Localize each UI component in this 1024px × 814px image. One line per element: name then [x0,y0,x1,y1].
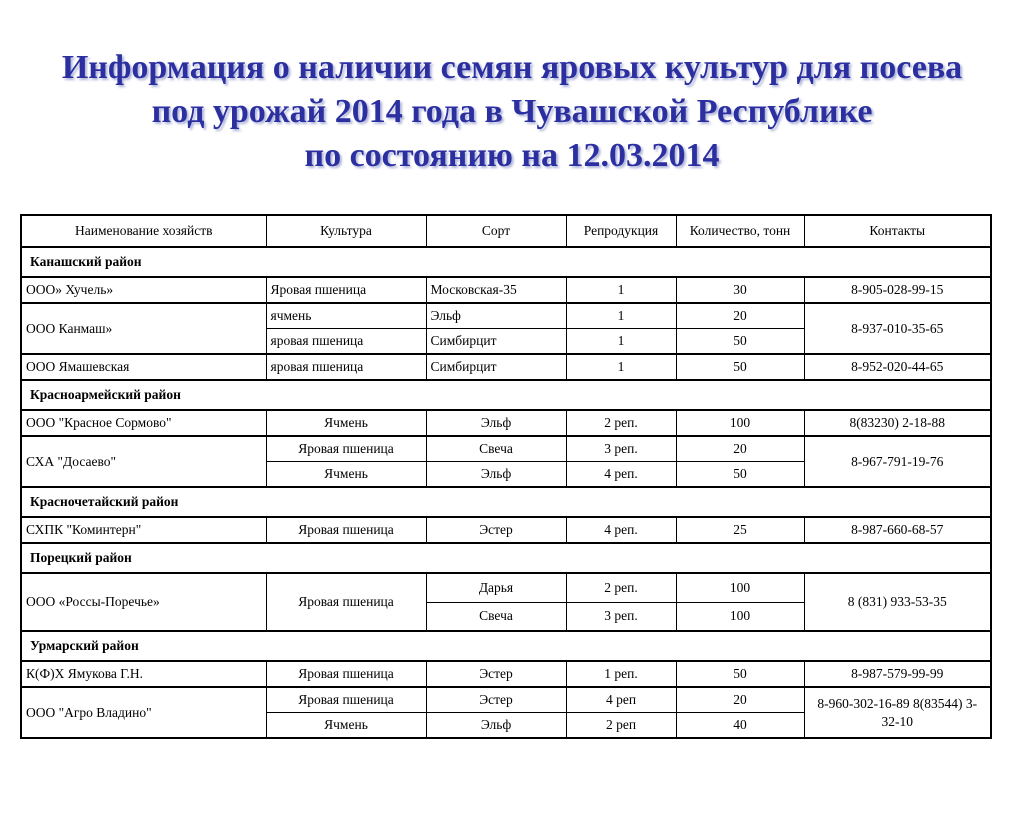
reproduction-cell: 3 реп. [566,602,676,631]
culture-cell: Яровая пшеница [266,517,426,543]
column-header-reproduction: Репродукция [566,215,676,247]
farm-name-cell: ООО Канмаш» [21,303,266,354]
culture-cell: Ячмень [266,462,426,488]
title-line-2: под урожай 2014 года в Чувашской Республике [151,93,873,130]
variety-cell: Эльф [426,303,566,329]
section-row-kanashsky [21,247,991,277]
culture-cell: Ячмень [266,713,426,739]
contact-cell: 8(83230) 2-18-88 [804,410,991,436]
variety-cell: Симбирцит [426,329,566,355]
reproduction-cell: 1 [566,303,676,329]
quantity-cell: 25 [676,517,804,543]
farm-name-cell: ООО «Россы-Поречье» [21,573,266,631]
contact-cell: 8 (831) 933-53-35 [804,573,991,631]
reproduction-cell: 1 [566,329,676,355]
variety-cell: Эстер [426,661,566,687]
slide-title [0,46,1024,178]
table-row [21,661,991,687]
variety-cell: Свеча [426,436,566,462]
reproduction-cell: 2 реп. [566,573,676,602]
reproduction-cell: 1 [566,277,676,303]
quantity-cell: 50 [676,354,804,380]
farm-name-cell: К(Ф)Х Ямукова Г.Н. [21,661,266,687]
table-row [21,517,991,543]
variety-cell: Симбирцит [426,354,566,380]
contact-cell: 8-960-302-16-89 8(83544) 3-32-10 [804,687,991,738]
variety-cell: Свеча [426,602,566,631]
reproduction-cell: 3 реп. [566,436,676,462]
section-name: Урмарский район [21,631,991,661]
reproduction-cell: 4 реп. [566,462,676,488]
culture-cell: Яровая пшеница [266,573,426,631]
section-name: Красноармейский район [21,380,991,410]
column-header-variety: Сорт [426,215,566,247]
reproduction-cell: 1 реп. [566,661,676,687]
seeds-availability-table [20,214,992,739]
reproduction-cell: 2 реп [566,713,676,739]
culture-cell: Яровая пшеница [266,436,426,462]
quantity-cell: 50 [676,462,804,488]
section-name: Канашский район [21,247,991,277]
quantity-cell: 20 [676,687,804,713]
farm-name-cell: ООО "Агро Владино" [21,687,266,738]
quantity-cell: 50 [676,329,804,355]
reproduction-cell: 1 [566,354,676,380]
variety-cell: Эльф [426,410,566,436]
quantity-cell: 100 [676,602,804,631]
table-row [21,303,991,329]
table-row [21,573,991,602]
contact-cell: 8-987-660-68-57 [804,517,991,543]
title-line-1: Информация о наличии семян яровых культур для посева [61,49,963,86]
table-header-row [21,215,991,247]
column-header-quantity: Количество, тонн [676,215,804,247]
section-row-poretsky [21,543,991,573]
section-row-urmarsky [21,631,991,661]
contact-cell: 8-967-791-19-76 [804,436,991,487]
culture-cell: Яровая пшеница [266,661,426,687]
farm-name-cell: СХА "Досаево" [21,436,266,487]
contact-cell: 8-937-010-35-65 [804,303,991,354]
column-header-farm: Наименование хозяйств [21,215,266,247]
table-row [21,354,991,380]
variety-cell: Дарья [426,573,566,602]
table-row [21,687,991,713]
section-name: Порецкий район [21,543,991,573]
culture-cell: ячмень [266,303,426,329]
variety-cell: Эльф [426,713,566,739]
quantity-cell: 20 [676,436,804,462]
quantity-cell: 20 [676,303,804,329]
farm-name-cell: СХПК "Коминтерн" [21,517,266,543]
contact-cell: 8-987-579-99-99 [804,661,991,687]
section-row-krasnochetaysky [21,487,991,517]
column-header-culture: Культура [266,215,426,247]
variety-cell: Московская-35 [426,277,566,303]
contact-cell: 8-905-028-99-15 [804,277,991,303]
farm-name-cell: ООО Ямашевская [21,354,266,380]
farm-name-cell: ООО» Хучель» [21,277,266,303]
section-name: Красночетайский район [21,487,991,517]
reproduction-cell: 4 реп [566,687,676,713]
quantity-cell: 50 [676,661,804,687]
culture-cell: Яровая пшеница [266,277,426,303]
table-row [21,277,991,303]
section-row-krasnoarmeysky [21,380,991,410]
variety-cell: Эстер [426,517,566,543]
culture-cell: Ячмень [266,410,426,436]
quantity-cell: 100 [676,573,804,602]
table-row [21,410,991,436]
quantity-cell: 30 [676,277,804,303]
farm-name-cell: ООО "Красное Сормово" [21,410,266,436]
quantity-cell: 40 [676,713,804,739]
culture-cell: яровая пшеница [266,329,426,355]
variety-cell: Эстер [426,687,566,713]
reproduction-cell: 4 реп. [566,517,676,543]
culture-cell: яровая пшеница [266,354,426,380]
reproduction-cell: 2 реп. [566,410,676,436]
culture-cell: Яровая пшеница [266,687,426,713]
variety-cell: Эльф [426,462,566,488]
quantity-cell: 100 [676,410,804,436]
table-row [21,436,991,462]
contact-cell: 8-952-020-44-65 [804,354,991,380]
title-line-3: по состоянию на 12.03.2014 [304,137,720,174]
column-header-contacts: Контакты [804,215,991,247]
